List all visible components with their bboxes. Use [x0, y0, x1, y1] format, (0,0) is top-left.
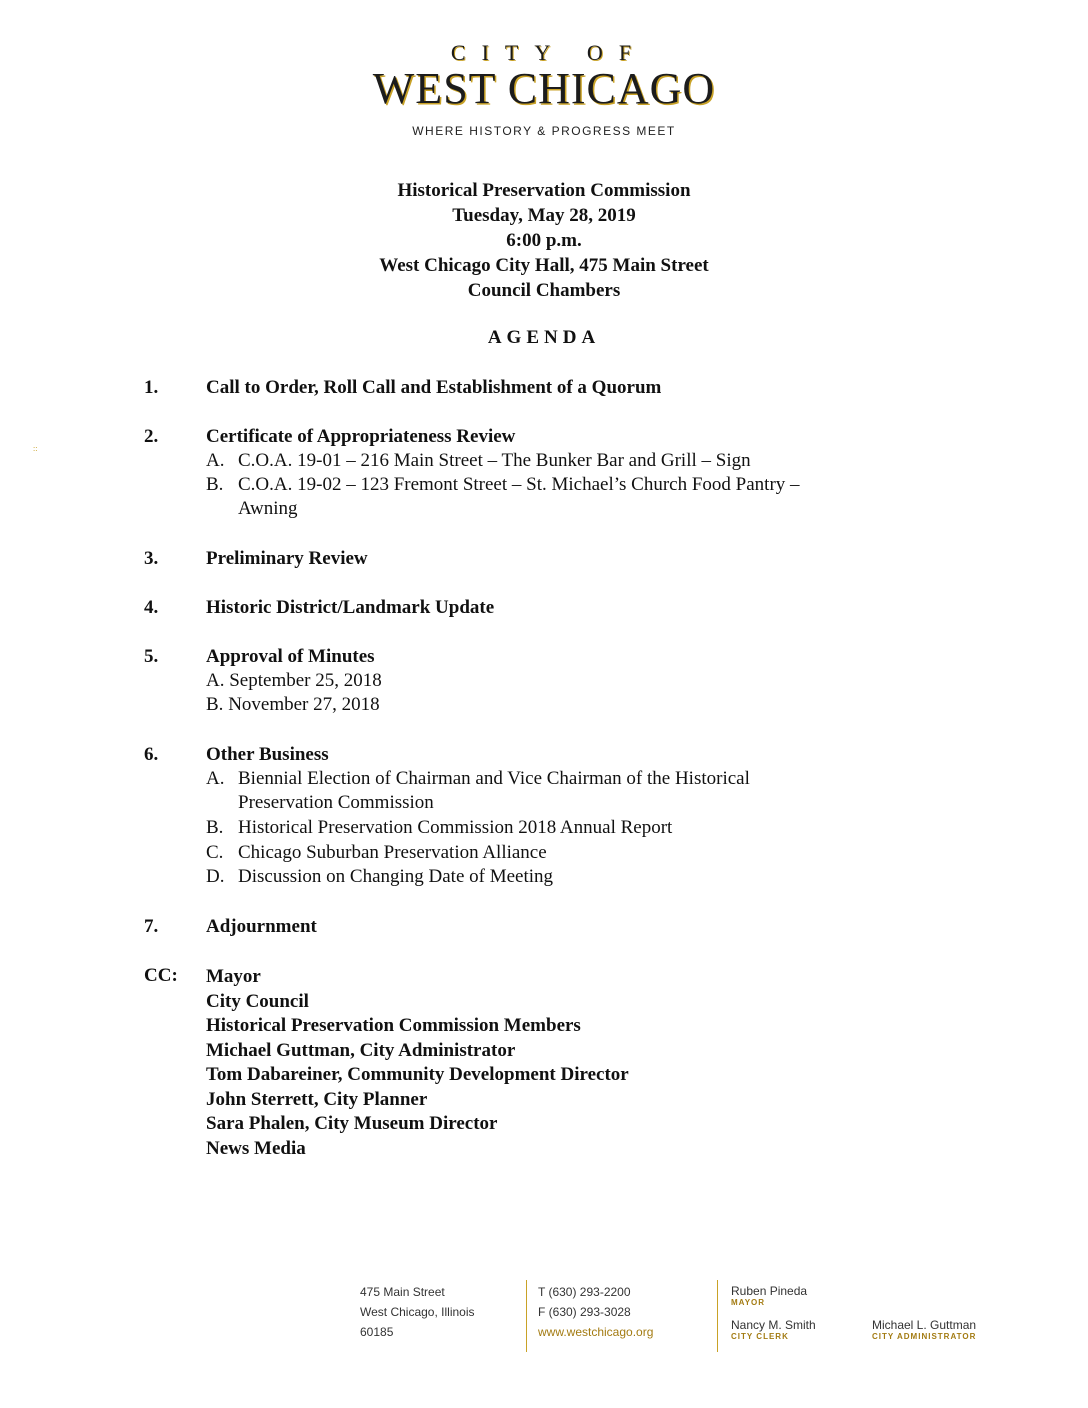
- item-title: Historic District/Landmark Update: [206, 597, 495, 618]
- cc-recipient-list: [206, 965, 629, 1161]
- sub-item: [206, 816, 886, 840]
- sub-item: [206, 767, 886, 816]
- sub-item-letter: B.: [206, 474, 224, 495]
- item-title: Adjournment: [206, 916, 317, 937]
- sub-item: [206, 865, 886, 889]
- sub-item-text: Historical Preservation Commission 2018 Annual Report: [238, 817, 673, 838]
- cc-recipient: News Media: [206, 1137, 306, 1159]
- cc-recipient: Mayor: [206, 966, 261, 987]
- sub-item-text: Discussion on Changing Date of Meeting: [238, 866, 554, 887]
- sub-item-letter: C.: [206, 842, 224, 863]
- sub-item-continuation: Preservation Commission: [238, 792, 434, 814]
- sub-item: [206, 473, 886, 522]
- scan-mark-icon: ::: [33, 444, 38, 453]
- cc-recipient: Tom Dabareiner, Community Development Director: [206, 1064, 629, 1085]
- official-administrator: [872, 1318, 976, 1341]
- footer-fax: F (630) 293-3028: [538, 1305, 631, 1319]
- sub-item: [206, 841, 886, 865]
- sub-item-continuation: Awning: [238, 498, 298, 520]
- cc-label: CC:: [144, 965, 178, 986]
- heading-date: Tuesday, May 28, 2019: [452, 205, 636, 226]
- official-role: CITY ADMINISTRATOR: [872, 1332, 977, 1341]
- sub-item-text: Chicago Suburban Preservation Alliance: [238, 842, 547, 863]
- sub-item-letter: B.: [206, 694, 224, 715]
- official-name: Nancy M. Smith: [731, 1318, 816, 1332]
- official-mayor: [731, 1284, 807, 1307]
- footer-website-link[interactable]: www.westchicago.org: [538, 1325, 654, 1339]
- item-title: Preliminary Review: [206, 548, 368, 569]
- heading-location: West Chicago City Hall, 475 Main Street: [379, 255, 709, 276]
- official-clerk: [731, 1318, 816, 1341]
- address-street: 475 Main Street: [360, 1285, 445, 1299]
- address-city: West Chicago, Illinois: [360, 1305, 475, 1319]
- sub-item-letter: B.: [206, 817, 224, 838]
- official-name: Ruben Pineda: [731, 1284, 808, 1298]
- heading-room: Council Chambers: [467, 280, 621, 301]
- sub-item: [206, 669, 886, 693]
- sub-item-text: C.O.A. 19-01 – 216 Main Street – The Bunker Bar and Grill – Sign: [238, 450, 751, 471]
- cc-recipient: John Sterrett, City Planner: [206, 1088, 428, 1110]
- meeting-heading: [0, 178, 1088, 303]
- logo-city-of: CITY OF: [450, 40, 648, 65]
- sub-item-text: C.O.A. 19-02 – 123 Fremont Street – St. Michael’s Church Food Pantry –: [238, 474, 800, 495]
- footer-divider: [526, 1280, 527, 1352]
- official-role: MAYOR: [731, 1298, 766, 1307]
- item-title: Call to Order, Roll Call and Establishment of a Quorum: [206, 377, 662, 398]
- address-zip: 60185: [360, 1325, 394, 1339]
- cc-recipient: Michael Guttman, City Administrator: [206, 1039, 516, 1061]
- heading-time: 6:00 p.m.: [506, 230, 582, 251]
- footer-phone: T (630) 293-2200: [538, 1285, 631, 1299]
- item-number: 2.: [144, 426, 159, 447]
- sub-item-letter: A.: [206, 670, 225, 691]
- heading-commission: Historical Preservation Commission: [397, 180, 691, 201]
- item-title: Other Business: [206, 744, 329, 765]
- item-number: 1.: [144, 377, 159, 398]
- agenda-title: AGENDA: [487, 327, 601, 348]
- sub-item-text: September 25, 2018: [229, 670, 382, 691]
- logo-tagline: WHERE HISTORY & PROGRESS MEET: [412, 124, 676, 138]
- cc-recipient: Historical Preservation Commission Members: [206, 1015, 581, 1036]
- official-role: CITY CLERK: [731, 1332, 789, 1341]
- sub-item: [206, 449, 886, 473]
- item-number: 3.: [144, 548, 159, 569]
- sub-item-text: November 27, 2018: [228, 694, 380, 715]
- city-logo: [0, 40, 1088, 138]
- sub-item-letter: A.: [206, 450, 225, 471]
- footer-divider: [717, 1280, 718, 1352]
- item-number: 4.: [144, 597, 159, 618]
- item-title: Approval of Minutes: [206, 646, 375, 667]
- sub-item: [206, 693, 886, 717]
- item-number: 6.: [144, 744, 159, 765]
- item-title: Certificate of Appropriateness Review: [206, 426, 516, 447]
- cc-recipient: Sara Phalen, City Museum Director: [206, 1113, 498, 1134]
- logo-west-chicago: WEST CHICAGO: [372, 64, 716, 113]
- sub-item-text: Biennial Election of Chairman and Vice Chairman of the Historical: [238, 768, 750, 789]
- official-name: Michael L. Guttman: [872, 1318, 977, 1332]
- footer-address: [360, 1282, 475, 1342]
- cc-recipient: City Council: [206, 990, 309, 1012]
- item-number: 5.: [144, 646, 159, 667]
- footer-contact: [538, 1282, 653, 1342]
- sub-item-letter: D.: [206, 866, 225, 887]
- item-number: 7.: [144, 916, 159, 937]
- sub-item-letter: A.: [206, 768, 225, 789]
